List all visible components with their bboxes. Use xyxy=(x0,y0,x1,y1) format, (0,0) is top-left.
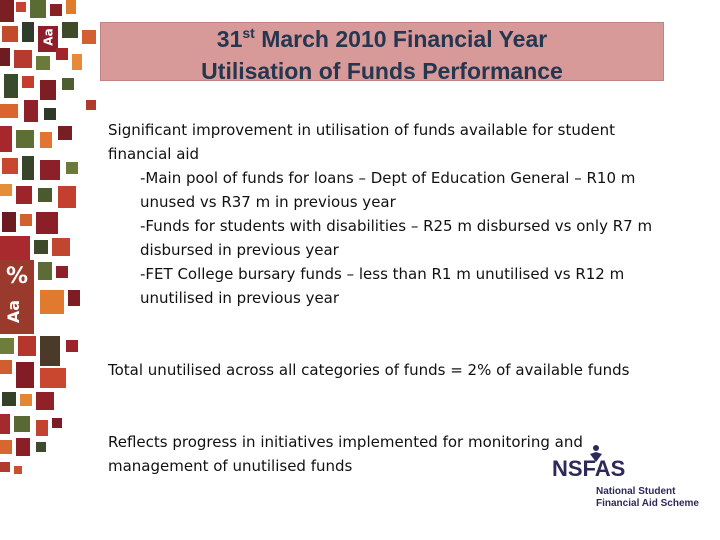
mosaic-tile xyxy=(22,76,34,88)
mosaic-tile xyxy=(40,80,56,100)
spacer xyxy=(108,382,668,430)
mosaic-tile xyxy=(0,360,12,374)
mosaic-tile xyxy=(40,160,60,180)
mosaic-tile xyxy=(38,262,52,280)
title-line-1-text: March 2010 Financial Year xyxy=(254,26,548,52)
mosaic-tile xyxy=(0,338,14,354)
mosaic-tile xyxy=(16,438,30,456)
sub-point-fet-bursary: -FET College bursary funds – less than R1 m unutilised vs R12 m unutilised in previous year xyxy=(140,265,625,307)
mosaic-glyph-aa: Aa xyxy=(4,299,24,324)
mosaic-tile xyxy=(16,2,26,12)
mosaic-tile xyxy=(40,336,60,366)
title-day: 31 xyxy=(216,26,243,52)
mosaic-glyph-aa: Aa xyxy=(41,28,56,46)
mosaic-tile xyxy=(40,290,64,314)
logo-wordmark: NSFAS xyxy=(552,456,626,481)
title-ordinal-suffix: st xyxy=(242,25,255,41)
mosaic-tile xyxy=(0,0,14,22)
mosaic-tile xyxy=(36,392,54,410)
mosaic-tile xyxy=(18,336,36,356)
mosaic-tile xyxy=(2,392,16,406)
mosaic-tile xyxy=(2,212,16,232)
mosaic-tile xyxy=(40,368,66,388)
paragraph-progress: Reflects progress in initiatives implemented for monitoring and management of unutilised funds xyxy=(108,433,583,475)
mosaic-tile xyxy=(22,156,34,180)
mosaic-glyph-percent: % xyxy=(6,264,29,289)
mosaic-tile xyxy=(0,462,10,472)
slide-title-line-2: Utilisation of Funds Performance xyxy=(201,58,563,84)
mosaic-tile xyxy=(20,214,32,226)
mosaic-tile xyxy=(62,78,74,90)
mosaic-tile xyxy=(36,212,58,234)
sub-point-loans: -Main pool of funds for loans – Dept of Education General – R10 m unused vs R37 m in previous year xyxy=(140,169,636,211)
mosaic-tile xyxy=(20,394,32,406)
slide-title-banner xyxy=(100,22,664,84)
mosaic-tile xyxy=(52,418,62,428)
mosaic-tile xyxy=(22,22,34,42)
mosaic-tile xyxy=(34,240,48,254)
mosaic-tile xyxy=(36,442,46,452)
nsfas-logo xyxy=(548,452,718,512)
mosaic-tile xyxy=(16,362,34,388)
mosaic-tile xyxy=(16,186,32,204)
mosaic-tile xyxy=(68,290,80,306)
mosaic-tile xyxy=(58,126,72,140)
mosaic-tile xyxy=(44,108,56,120)
mosaic-tile xyxy=(66,0,76,14)
mosaic-tile xyxy=(0,104,18,118)
mosaic-tile xyxy=(66,162,78,174)
mosaic-tile xyxy=(4,74,18,98)
mosaic-tile xyxy=(0,48,10,66)
sub-point-list xyxy=(108,166,668,310)
mosaic-tile xyxy=(14,416,30,432)
mosaic-tile xyxy=(0,184,12,196)
mosaic-tile xyxy=(40,132,52,148)
mosaic-tile xyxy=(56,48,68,60)
mosaic-tile xyxy=(0,126,12,152)
mosaic-tile xyxy=(2,158,18,174)
mosaic-tile xyxy=(16,130,34,148)
mosaic-tile xyxy=(62,22,78,38)
slide-title-line-1 xyxy=(101,23,663,55)
mosaic-tile xyxy=(0,440,12,454)
mosaic-tile xyxy=(30,0,46,18)
slide-body xyxy=(108,118,668,478)
decorative-mosaic xyxy=(0,0,100,540)
mosaic-tile xyxy=(58,186,76,208)
spacer xyxy=(108,310,668,358)
mosaic-tile xyxy=(14,50,32,68)
mosaic-tile xyxy=(24,100,38,122)
mosaic-tile xyxy=(36,420,48,436)
mosaic-tile xyxy=(56,266,68,278)
mosaic-tile xyxy=(72,54,82,70)
mosaic-tile xyxy=(38,188,52,202)
mosaic-tile xyxy=(86,100,96,110)
mosaic-tile xyxy=(36,56,50,70)
paragraph-improvement: Significant improvement in utilisation of funds available for student financial aid xyxy=(108,121,616,163)
logo-tagline-2: Financial Aid Scheme xyxy=(596,498,699,509)
mosaic-tile xyxy=(66,340,78,352)
paragraph-total-unutilised: Total unutilised across all categories of funds = 2% of available funds xyxy=(108,361,630,379)
mosaic-tile xyxy=(14,466,22,474)
mosaic-tile xyxy=(82,30,96,44)
logo-tagline-1: National Student xyxy=(596,486,676,497)
mosaic-tile xyxy=(50,4,62,16)
mosaic-tile xyxy=(0,414,10,434)
sub-point-disabilities: -Funds for students with disabilities – R25 m disbursed vs only R7 m disbursed in previous year xyxy=(140,217,653,259)
mosaic-tile xyxy=(2,26,18,42)
mosaic-tile xyxy=(52,238,70,256)
